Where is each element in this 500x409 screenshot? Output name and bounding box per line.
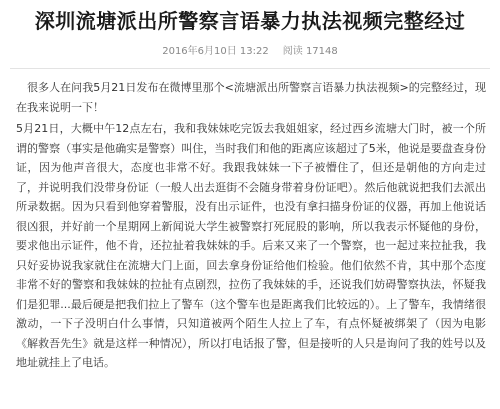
paragraph-account: 5月21日，大概中午12点左右，我和我妹妹吃完饭去我姐姐家，经过西乡流塘大门时，被一个所谓的警察（事实是他确实是警察）叫住，当时我们和他的距离应该超过了5米，他说是要盘查身份证，因为他声音很大，态度也非常不好。我跟我妹妹一下子被懵住了，但还是朝他的方向走过了，并说明我们没带身份证（一般人出去逛街不会随身带着身份证吧）。然后他就说把我们去派出所录数据。因为只看到他穿着警服，没有出示证件，也没有拿扫描身份证的仪器，再加上他说话很凶狠，并好前一个星期网上新闻说大学生被警察打死屁股的影响，所以我表示怀疑他的身份，要求他出示证件，他不肯，还拉扯着我妹妹的手。后来又来了一个警察，也一起过来拉扯我，我只好妥协说我家就住在流塘大门上面，回去拿身份证给他们检验。他们依然不肯，其中那个态度非常不好的警察和我妹妹的拉扯有点剧烈，拉伤了我妹妹的手，还说我们妨碍警察执法，怀疑我们是犯罪...最后硬是把我们拉上了警车（这个警车也是距离我们比较远的）。上了警车，我情绪很激动，一下子没明白什么事情，只知道被两个陌生人拉上了车，有点怀疑被绑架了（因为电影《解救吾先生》就是这样一种情况），所以打电话报了警，但是接听的人只是询问了我的姓号以及地址就挂上了电话。 xyxy=(16,122,486,369)
publish-date: 2016年6月10日 13:22 xyxy=(162,46,269,57)
view-count: 阅读 17148 xyxy=(282,46,338,57)
paragraph-intro: 很多人在问我5月21日发布在微博里那个<流塘派出所警察言语暴力执法视频>的完整经过，现在我来说明一下！ xyxy=(16,81,486,114)
title-divider xyxy=(10,68,490,69)
article-body xyxy=(10,78,490,373)
article-title: 深圳流塘派出所警察言语暴力执法视频完整经过 xyxy=(34,9,466,33)
article-meta xyxy=(10,45,490,59)
